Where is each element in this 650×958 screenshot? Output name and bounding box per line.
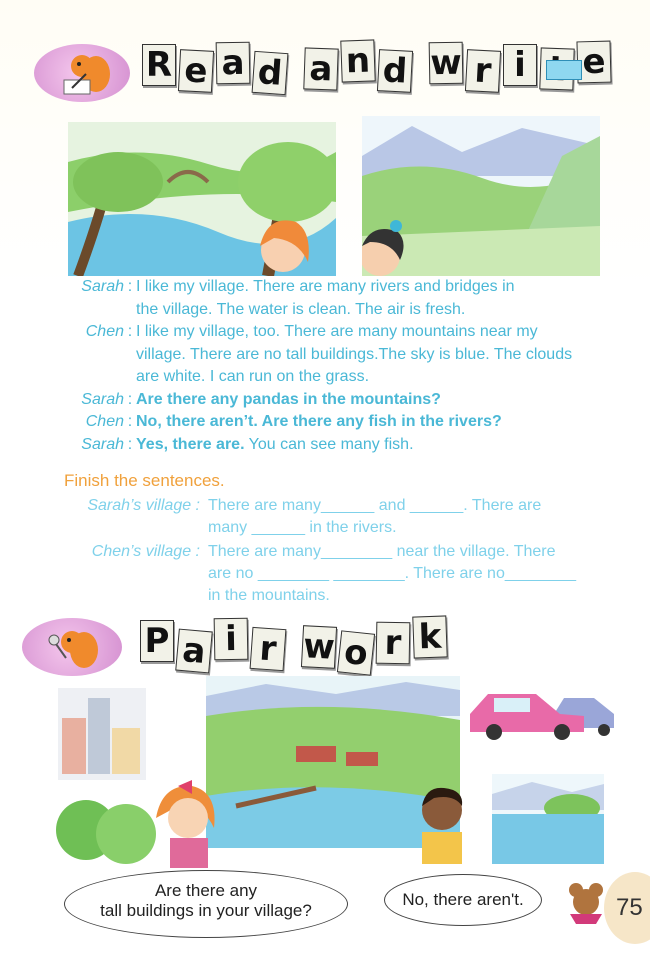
speaker-colon [124,366,136,389]
speaker-name: Sarah [81,278,124,295]
dialog-line [60,299,600,322]
dialog-text-span: the village. The water is clean. The air is fresh. [136,300,466,318]
read-write-title-letter-tile: d [252,51,289,95]
dialog-line [60,366,600,389]
read-write-title-letter-tile: i [503,44,537,86]
dialog-text-extra: You can see many fish. [244,435,414,453]
pair-work-title-letter-tile: w [302,626,336,668]
dialog-text-span: Are there any pandas in the mountains? [136,390,441,408]
dialog-text [136,321,600,344]
pair-work-title-letter-tile: o [337,630,375,675]
dialog-line [60,389,600,412]
mouse-mascot-icon [566,880,606,924]
speaker-colon [124,299,136,322]
question-speech-bubble [64,870,348,938]
dialog-line [60,276,600,299]
speaker-colon: : [127,278,133,295]
read-write-title-gap [415,44,429,86]
dialog-line [60,411,600,434]
chen-line-2: are no ________ ________. There are no________ [208,565,577,582]
dialog [60,276,600,456]
dialog-text [136,389,600,412]
finish-title: Finish the sentences. [64,471,225,490]
river-village-illustration [68,122,336,276]
speaker-name [60,299,124,322]
dialog-text-span: Yes, there are. [136,435,245,453]
speaker-colon [124,344,136,367]
read-write-title-letter-tile: e [178,49,214,93]
chen-line-1: There are many________ near the village. There [208,543,556,560]
pair-work-title-letter-tile: k [412,615,447,658]
read-write-title-letter-tile: n [340,39,375,82]
trees-illustration [56,790,156,870]
read-write-title-letter-tile: r [465,49,501,93]
dialog-text [136,344,600,367]
answer-speech-bubble [384,874,542,926]
read-write-title-letter-tile: e [576,41,611,84]
dialog-text [136,411,600,434]
city-buildings-illustration [58,688,146,780]
pair-work-title-gap [288,620,302,662]
speaker-name: Sarah [81,390,124,408]
speaker-name: Chen [85,323,124,340]
read-write-title-letter-tile: w [429,42,463,84]
page-number: 75 [604,872,650,944]
pair-work-title-letter-tile: P [140,620,174,662]
pair-work-title [140,616,450,675]
read-write-title-letter-tile: a [303,47,338,90]
sarah-sentence [64,495,608,539]
chen-sentence [64,541,608,607]
speaker-name [60,366,124,389]
dialog-text [136,434,600,457]
dialog-line [60,344,600,367]
speaker-name: Chen [85,413,124,430]
speaker-colon: : [127,435,133,453]
dialog-text-span: village. There are no tall buildings.The sky is blue. The clouds [136,345,573,363]
dialog-text-span: No, there aren’t. Are there any fish in the rivers? [136,413,502,430]
squirrel-writing-icon [34,44,130,102]
dialog-text [136,366,600,389]
dialog-text-span: I like my village, too. There are many mountains near my [136,323,538,340]
car-illustration [464,684,620,742]
read-write-title-letter-tile: a [216,42,251,85]
squirrel-microphone-icon [22,618,122,676]
sarah-label: Sarah’s village : [87,497,200,514]
pair-work-title-letter-tile: a [175,629,213,674]
question-line-1: Are there any [154,881,258,900]
chen-line-3: in the mountains. [208,587,330,604]
dialog-line [60,321,600,344]
question-line-2: tall buildings in your village? [100,901,312,920]
boy-illustration [414,784,470,864]
cassette-icon [546,60,582,80]
girl-illustration [152,778,222,868]
speaker-colon: : [127,323,133,340]
sarah-line-2: many ______ in the rivers. [208,519,397,536]
read-write-title-gap [290,44,304,86]
pair-work-title-letter-tile: r [250,627,287,671]
speaker-name [60,344,124,367]
speaker-colon: : [127,413,133,430]
lake-illustration [492,774,604,864]
dialog-text [136,299,600,322]
read-write-title-letter-tile: R [142,44,176,86]
dialog-text-span: I like my village. There are many rivers and bridges in [136,278,515,295]
chen-label: Chen’s village : [91,543,200,560]
sarah-line-1: There are many______ and ______. There are [208,497,542,514]
speaker-colon: : [127,390,133,408]
pair-work-title-letter-tile: i [214,618,249,661]
pair-work-title-letter-tile: r [376,622,411,665]
dialog-text-span: are white. I can run on the grass. [136,368,370,385]
speaker-name: Sarah [81,435,124,453]
dialog-text [136,276,600,299]
read-write-title-letter-tile: d [377,49,413,93]
read-and-write-title [142,40,614,94]
dialog-line [60,434,600,457]
mountain-village-illustration [362,116,600,276]
answer-text: No, there aren't. [402,890,524,909]
